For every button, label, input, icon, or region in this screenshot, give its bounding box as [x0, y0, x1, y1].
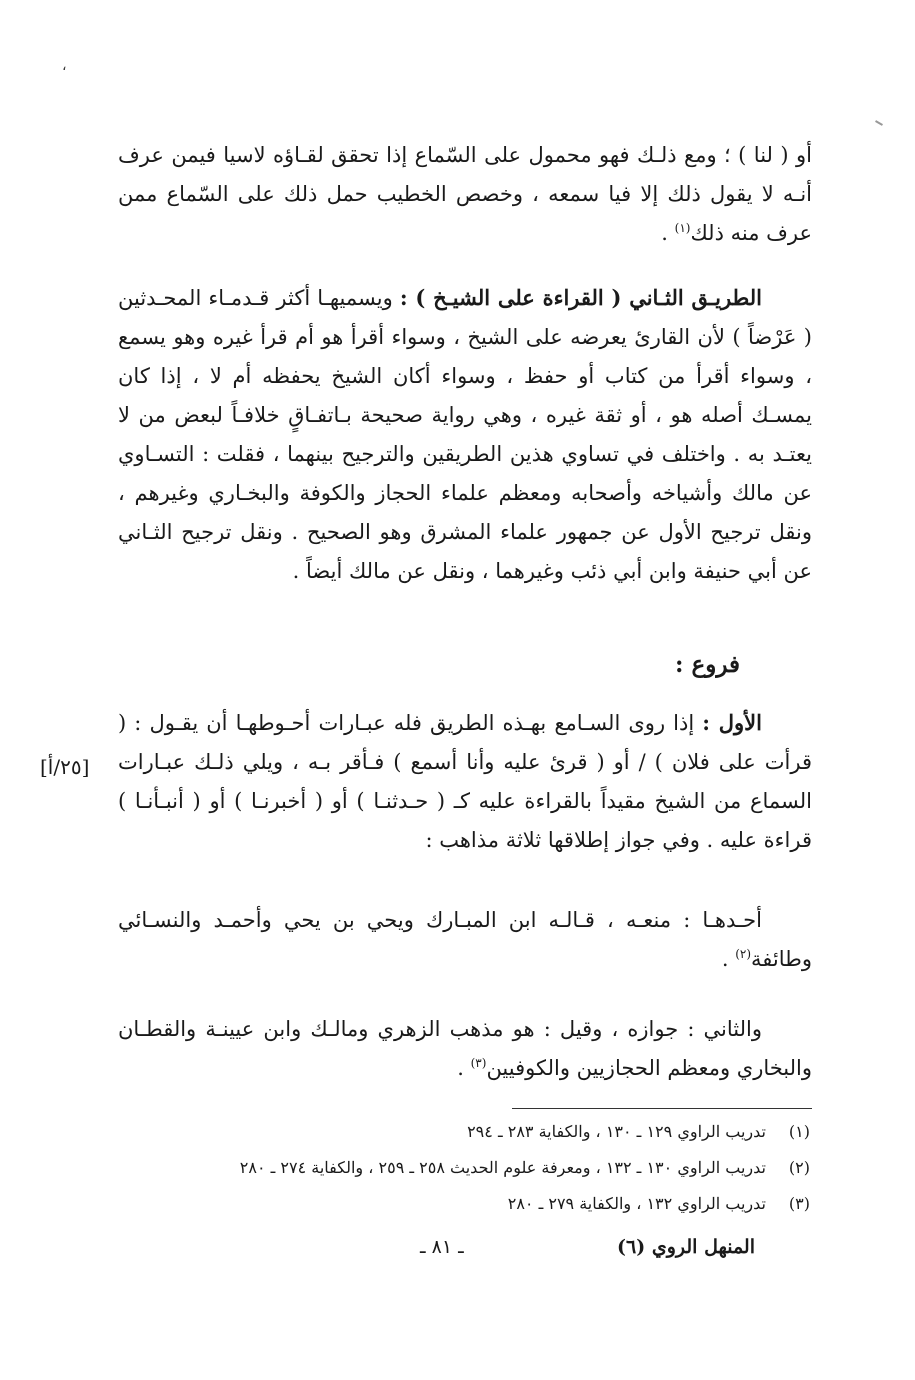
paragraph-end: . — [721, 947, 736, 971]
paragraph-text: والثاني : جوازه ، وقيل : هو مذهب الزهري ومالـك وابن عيينـة والقطـان والبخاري ومعظم الحجازيين والكوفيين — [118, 1017, 812, 1080]
footnote-text: تدريب الراوي ١٣٢ ، والكفاية ٢٧٩ ـ ٢٨٠ — [507, 1194, 766, 1213]
footnote-1 — [150, 1118, 810, 1146]
footnote-3 — [150, 1190, 810, 1218]
footnote-number: (٢) — [788, 1158, 810, 1177]
paragraph-end: . — [457, 1056, 471, 1080]
paragraph-3 — [118, 703, 812, 860]
paragraph-end: . — [661, 221, 675, 245]
footnote-divider — [512, 1108, 812, 1109]
paragraph-1 — [118, 136, 812, 253]
paragraph-2 — [118, 278, 812, 591]
page-number: ـ ٨١ ـ — [420, 1236, 464, 1258]
footnote-text: تدريب الراوي ١٢٩ ـ ١٣٠ ، والكفاية ٢٨٣ ـ ٢٩٤ — [467, 1122, 766, 1141]
footnote-ref-1[interactable]: (١) — [674, 221, 691, 235]
paragraph-text: أو ( لنا ) ؛ ومع ذلـك فهو محمول على السّماع إذا تحقق لقـاؤه لاسيا فيمن عرف أنـه لا يقول ذلك إلا فيا سمعه ، وخصص الخطيب حمل ذلك على السّماع ممن عرف منه ذلك — [118, 143, 812, 245]
footnote-2 — [150, 1154, 810, 1182]
paragraph-text: إذا روى السـامع بهـذه الطريق فله عبـارات أحـوطهـا أن يقـول : ( قرأت على فلان ) / أو ( قرئ عليه وأنا أسمع ) فـأقر بـه ، ويلي ذلـك عبـارات السماع من الشيخ مقيداً بالقراءة عليه كـ ( حـدثنـا ) أو ( أخبرنـا ) أو ( أنبـأنـا ) قراءة عليه . وفي جواز إطلاقها ثلاثة مذاهب : — [118, 711, 812, 852]
scan-speck: ، — [62, 58, 67, 74]
section-lead: الطريـق الثـاني ( القراءة على الشيـخ ) : — [399, 285, 763, 310]
paragraph-5 — [118, 1010, 812, 1088]
manuscript-folio-marker: [٢٥/أ] — [40, 755, 90, 779]
paragraph-text: أحـدهـا : منعـه ، قـالـه ابن المبـارك ويحي بن يحي وأحمـد والنسـائي وطائفة — [118, 908, 812, 971]
paragraph-4 — [118, 901, 812, 979]
footnote-number: (٣) — [788, 1194, 810, 1213]
footnote-ref-2[interactable]: (٢) — [735, 947, 752, 961]
running-footer-title: المنهل الروي (٦) — [617, 1236, 755, 1258]
footnote-ref-3[interactable]: (٣) — [470, 1056, 487, 1070]
paragraph-text: ويسميهـا أكثر قـدمـاء المحـدثين ( عَرْضاً ) لأن القارئ يعرضه على الشيخ ، وسواء أقرأ هو أم قرأ غيره وهو يسمع ، وسواء أقرأ من كتاب أو حفظ ، وسواء أكان الشيخ يحفظه أم لا ، إذا كان يمسـك أصله هو ، أو ثقة غيره ، وهي رواية صحيحة بـاتفـاقٍ خلافـاً لبعض من لا يعتـد به . واختلف في تساوي هذين الطريقين والترجيح بينهما ، فقلت : التسـاوي عن مالك وأشياخه وأصحابه ومعظم علماء الحجاز والكوفة والبخـاري وغيرهم ، ونقل ترجيح الأول عن جمهور علماء المشرق وهو الصحيح . ونقل ترجيح الثـاني عن أبي حنيفة وابن أبي ذئب وغيرهما ، ونقل عن مالك أيضاً . — [118, 286, 812, 583]
section-heading: فروع : — [674, 651, 740, 678]
footnote-text: تدريب الراوي ١٣٠ ـ ١٣٢ ، ومعرفة علوم الحديث ٢٥٨ ـ ٢٥٩ ، والكفاية ٢٧٤ ـ ٢٨٠ — [239, 1158, 766, 1177]
scan-mark — [875, 120, 883, 126]
section-lead: الأول : — [702, 710, 762, 735]
footnote-number: (١) — [788, 1122, 810, 1141]
